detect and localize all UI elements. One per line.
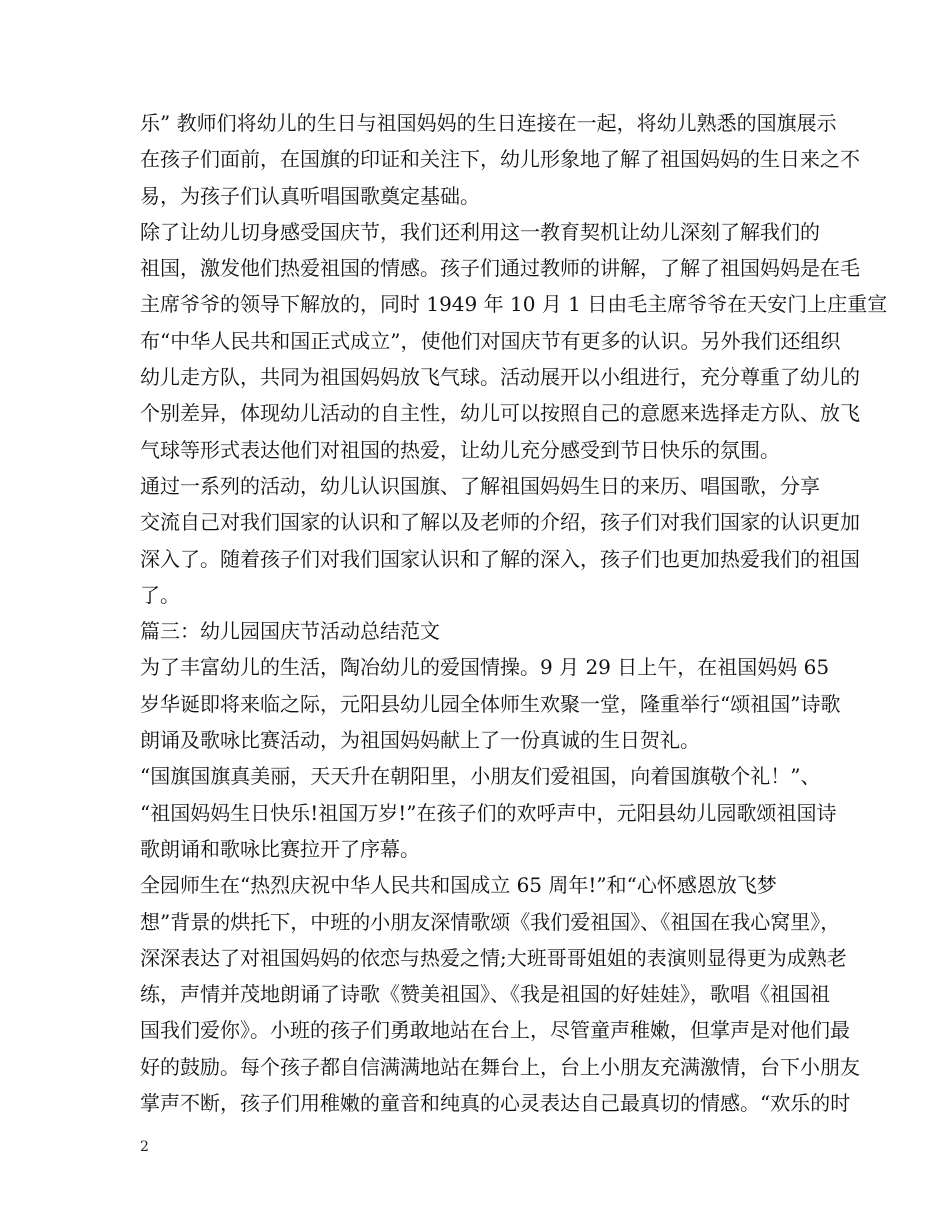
text-line: 了。	[140, 582, 180, 607]
document-body	[140, 105, 888, 1121]
text-line: 全园师生在“热烈庆祝中华人民共和国成立 65 周年!”和“心怀感恩放飞梦	[140, 873, 777, 898]
text-line: 通过一系列的活动，幼儿认识国旗、了解祖国妈妈生日的来历、唱国歌，分享	[140, 473, 820, 498]
text-line: 除了让幼儿切身感受国庆节，我们还利用这一教育契机让幼儿深刻了解我们的	[140, 219, 820, 244]
text-line: 在孩子们面前，在国旗的印证和关注下，幼儿形象地了解了祖国妈妈的生日来之不	[140, 147, 860, 172]
text-line: 个别差异，体现幼儿活动的自主性，幼儿可以按照自己的意愿来选择走方队、放飞	[140, 401, 860, 426]
text-line: 练，声情并茂地朗诵了诗歌《赞美祖国》、《我是祖国的好娃娃》，歌唱《祖国祖	[140, 982, 830, 1007]
text-line: 祖国，激发他们热爱祖国的情感。孩子们通过教师的讲解，了解了祖国妈妈是在毛	[140, 256, 860, 281]
text-line: 掌声不断，孩子们用稚嫩的童音和纯真的心灵表达自己最真切的情感。“欢乐的时	[140, 1091, 851, 1116]
text-line: 朗诵及歌咏比赛活动，为祖国妈妈献上了一份真诚的生日贺礼。	[140, 728, 700, 753]
text-line: 主席爷爷的领导下解放的，同时 1949 年 10 月 1 日由毛主席爷爷在天安门上庄重宣	[140, 292, 888, 317]
text-line: 交流自己对我们国家的认识和了解以及老师的介绍，孩子们对我们国家的认识更加	[140, 510, 860, 535]
page-number: 2	[140, 1139, 149, 1155]
text-line: 为了丰富幼儿的生活，陶冶幼儿的爱国情操。9 月 29 日上午，在祖国妈妈 65	[140, 655, 830, 680]
text-line: 好的鼓励。每个孩子都自信满满地站在舞台上，台上小朋友充满激情，台下小朋友	[140, 1054, 860, 1079]
text-line: “国旗国旗真美丽，天天升在朝阳里，小朋友们爱祖国，向着国旗敬个礼！”、	[140, 764, 821, 789]
text-line: 岁华诞即将来临之际，元阳县幼儿园全体师生欢聚一堂，隆重举行“颂祖国”诗歌	[140, 691, 841, 716]
text-line: “祖国妈妈生日快乐!祖国万岁!”在孩子们的欢呼声中，元阳县幼儿园歌颂祖国诗	[140, 800, 837, 825]
text-line: 布“中华人民共和国正式成立”，使他们对国庆节有更多的认识。另外我们还组织	[140, 328, 841, 353]
section-heading: 篇三：幼儿园国庆节活动总结范文	[140, 619, 440, 644]
text-line: 易，为孩子们认真听唱国歌奠定基础。	[140, 183, 480, 208]
text-line: 想”背景的烘托下，中班的小朋友深情歌颂《我们爱祖国》、《祖国在我心窝里》，	[140, 909, 841, 934]
text-line: 乐” 教师们将幼儿的生日与祖国妈妈的生日连接在一起，将幼儿熟悉的国旗展示	[140, 111, 837, 135]
text-line: 气球等形式表达他们对祖国的热爱，让幼儿充分感受到节日快乐的氛围。	[140, 437, 780, 462]
text-line: 深深表达了对祖国妈妈的依恋与热爱之情;大班哥哥姐姐的表演则显得更为成熟老	[140, 945, 847, 970]
text-line: 歌朗诵和歌咏比赛拉开了序幕。	[140, 836, 420, 861]
text-line: 国我们爱你》。小班的孩子们勇敢地站在台上，尽管童声稚嫩，但掌声是对他们最	[140, 1018, 850, 1043]
text-line: 深入了。随着孩子们对我们国家认识和了解的深入，孩子们也更加热爱我们的祖国	[140, 546, 860, 571]
text-line: 幼儿走方队，共同为祖国妈妈放飞气球。活动展开以小组进行，充分尊重了幼儿的	[140, 365, 860, 390]
